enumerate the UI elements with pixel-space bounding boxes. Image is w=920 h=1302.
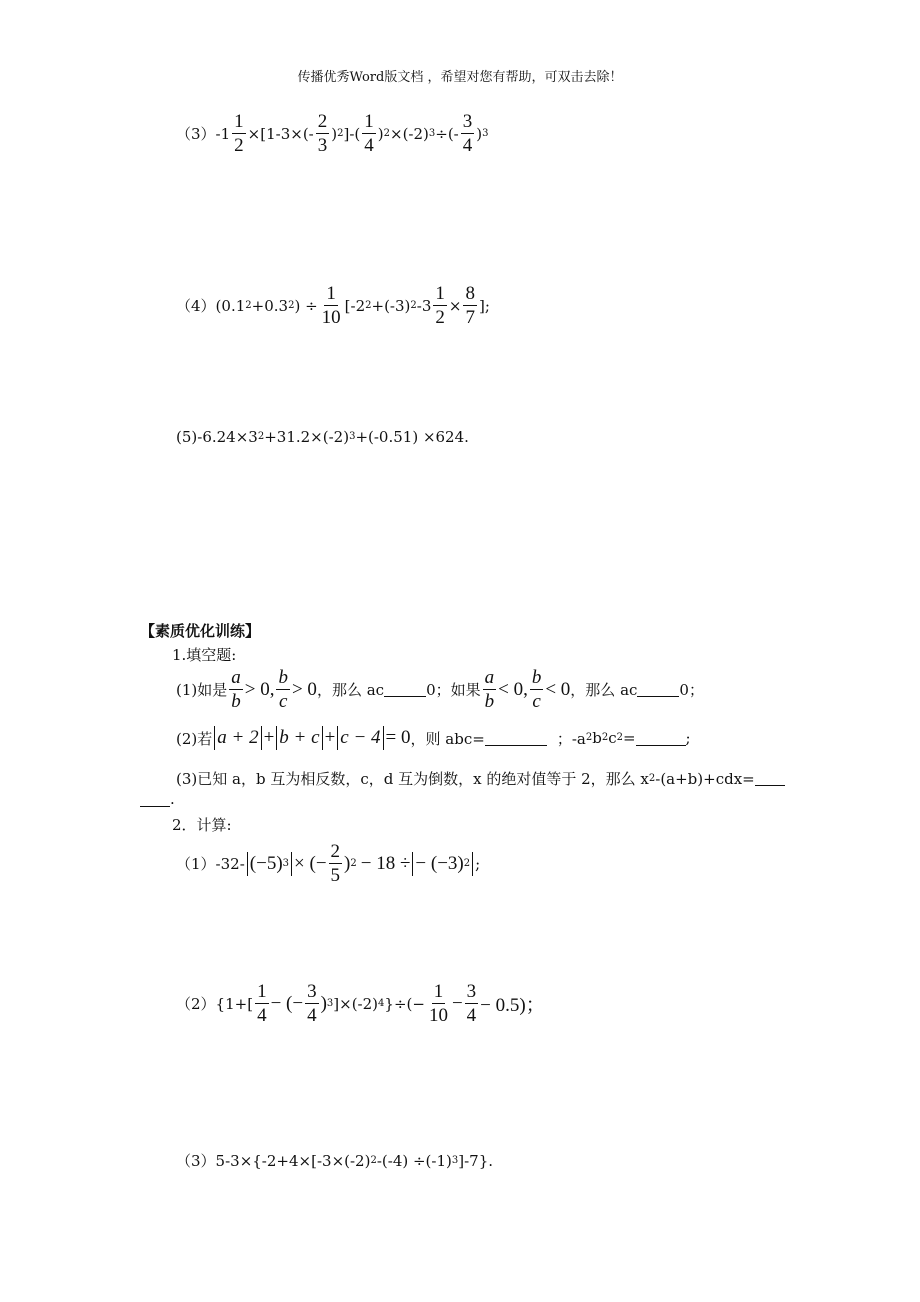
expr-text: ) [476,124,483,143]
expr-text: (1)如是 [176,681,228,699]
denominator: c [532,691,541,712]
denominator: 4 [307,1005,317,1026]
expr-text: ×[1-3×(- [247,124,314,143]
fraction [433,284,447,327]
fraction [362,112,376,155]
fill-blank-3: (3)已知 a，b 互为相反数，c，d 互为倒数，x 的绝对值等于 2，那么 x 2 -(a+b)+cdx= [176,768,785,789]
fraction [329,842,343,885]
expr-text: ，那么 ac [570,681,638,699]
fraction [463,284,477,327]
expr-text: [-2 [344,296,366,315]
numerator: 3 [462,111,473,132]
expr-text: (3)已知 a，b 互为相反数，c，d 互为倒数，x 的绝对值等于 2，那么 x [176,770,649,788]
numerator: 1 [433,981,444,1002]
numerator: 1 [435,283,445,304]
abs-bar [214,726,215,750]
math-text: ) [320,992,327,1014]
expr-text: ) [377,124,384,143]
expr-text: b [592,729,602,747]
fraction [276,668,290,711]
abs-bar [322,726,323,750]
expr-text: (0.1 [215,296,246,315]
abs-bar [472,852,473,876]
expr-text: +(-0.51) ×624. [355,428,469,446]
expr-text: （1）-32- [176,855,245,873]
answer-blank[interactable] [755,771,785,786]
expr-text: +(-3) [371,296,411,315]
abs-bar [291,852,292,876]
numerator: b [278,667,288,688]
expr-text: }÷(− [384,994,425,1013]
numerator: 1 [364,111,374,132]
expr-text: ，则 abc= [410,729,485,748]
expr-text: ；-a [556,729,586,748]
fraction [461,112,475,155]
problem-4: （4） (0.1 2 +0.3 2 ) ÷ $\frac{1}{10}$ [-2 2 +(-3) 2 -3 $\frac{1}{2}$ × $\frac{8}{7}$ ]; [176,283,490,328]
expr-text: +31.2×(-2) [264,428,350,446]
denominator: 4 [257,1005,267,1026]
calc-problem-1: （1）-32- (−5) 3 × (− $\frac{2}{5}$ ) 2 − 18 ÷ − (−3) 2 ; [176,841,481,886]
fraction [255,982,269,1025]
expr-text: ) [331,124,338,143]
expr-text: = [622,729,636,747]
expr-text: 0；如果 [426,681,481,699]
numerator: a [231,667,241,688]
fill-blank-3-cont [140,790,175,808]
abs-bar [337,726,338,750]
numerator: 2 [330,841,341,862]
abs-bar [383,726,384,750]
expr-text: ×(-2) [390,124,429,143]
answer-blank[interactable] [384,682,426,697]
fraction [530,668,544,711]
fraction [465,982,479,1025]
numerator: 3 [466,981,477,1002]
fill-blank-2: (2)若 a + 2 + b + c + c − 4 = 0 ，则 abc= ；-a 2 b 2 c 2 = ; [176,727,691,748]
denominator: 3 [317,135,328,156]
math-text: > 0, [244,678,275,700]
numerator: 3 [307,981,317,1002]
expr-text: × [448,296,462,315]
question-2-title: 2．计算: [172,816,232,834]
math-text: ) [344,852,351,874]
section-title: 【素质优化训练】 [140,622,261,640]
expr-text: ) ÷ [294,296,318,315]
denominator: 2 [435,307,445,328]
math-text: + [263,727,275,748]
fraction [316,112,330,155]
fraction [320,284,343,327]
abs-bar [276,726,277,750]
problem-3: （3） -1 $\frac{1}{2}$ ×[1-3×(- $\frac{2}{3}$ ) 2 ]-( $\frac{1}{4}$ ) 2 ×(-2) 3 ÷(- $\frac{3}{4}$ ) 3 [176,111,489,156]
denominator: 10 [428,1005,448,1026]
expr-text: ÷(- [435,124,459,143]
expr-text: -1 [215,124,231,143]
math-text: − 18 ÷ [360,852,411,874]
math-text: c − 4 [340,727,381,748]
numerator: b [531,667,542,688]
math-text: + [324,727,336,748]
fraction [229,668,243,711]
denominator: 4 [364,135,374,156]
expr-text: (2)若 [176,729,213,748]
fraction [427,982,450,1025]
problem-5: (5)-6.24×3 2 +31.2×(-2) 3 +(-0.51) ×624. [176,428,469,446]
answer-blank[interactable] [140,792,170,807]
expr-text: . [170,790,175,808]
expr-text: ; [475,854,481,873]
math-text: < 0 [545,678,571,700]
numerator: 2 [317,111,328,132]
expr-text: -(a+b)+cdx= [655,769,755,788]
denominator: 4 [466,1005,477,1026]
expr-text: (5)-6.24×3 [176,428,258,446]
abs-bar [247,852,248,876]
math-text: a + 2 [217,727,259,748]
problem-label: （4） [176,297,216,315]
math-text: × (− [294,852,327,874]
math-text: = 0 [385,727,411,748]
answer-blank[interactable] [637,682,679,697]
expr-text: c [608,729,617,747]
expr-text: ]-( [343,124,361,143]
denominator: 2 [234,135,244,156]
math-text: − 0.5)； [480,995,545,1016]
answer-blank[interactable] [485,731,547,746]
numerator: 1 [257,981,267,1002]
expr-text: （2）{1+[ [176,995,254,1013]
problem-label: （3） [176,125,216,143]
math-text: < 0, [498,678,528,700]
fraction [232,112,246,155]
expr-text: ; [685,729,691,747]
answer-blank[interactable] [636,731,686,746]
expr-text: （3）5-3×{-2+4×[-3×(-2) [176,1152,371,1170]
numerator: 1 [326,283,336,304]
calc-problem-3: （3）5-3×{-2+4×[-3×(-2) 2 -(-4) ÷(-1) 3 ]-7}. [176,1151,494,1170]
calc-problem-2: （2）{1+[ $\frac{1}{4}$ − (− $\frac{3}{4}$ ) 3 ]×(-2) 4 }÷(− $\frac{1}{10}$ − $\frac{3}{4}$ − 0.5)； [176,981,545,1026]
expr-text: ]; [478,296,490,315]
math-text: b + c [279,727,320,748]
expr-text: ]-7}. [458,1151,494,1170]
numerator: 8 [465,283,475,304]
math-text: > 0 [291,678,317,700]
denominator: 7 [465,307,475,328]
denominator: 10 [321,307,341,328]
math-text: − (−3) [415,852,464,874]
expr-text: ，那么 ac [316,681,385,699]
math-text: − (− [270,992,304,1014]
question-1-title: 1.填空题: [172,646,237,664]
numerator: a [484,667,495,688]
denominator: b [231,691,241,712]
fraction [305,982,319,1025]
math-text: − [451,992,463,1014]
denominator: 4 [462,135,473,156]
page-header: 传播优秀Word版文档 ，希望对您有帮助，可双击去除！ [297,70,623,85]
fraction [483,668,497,711]
abs-bar [261,726,262,750]
numerator: 1 [234,111,244,132]
denominator: b [484,691,495,712]
expr-text: +0.3 [251,296,289,315]
expr-text: 0； [679,681,704,699]
math-text: (−5) [249,852,283,874]
expr-text: -(-4) ÷(-1) [376,1151,452,1170]
expr-text: -3 [416,296,432,315]
fill-blank-1 [176,668,704,711]
denominator: 5 [330,865,341,886]
denominator: c [279,691,288,712]
expr-text: ]×(-2) [333,994,379,1013]
abs-bar [412,852,413,876]
